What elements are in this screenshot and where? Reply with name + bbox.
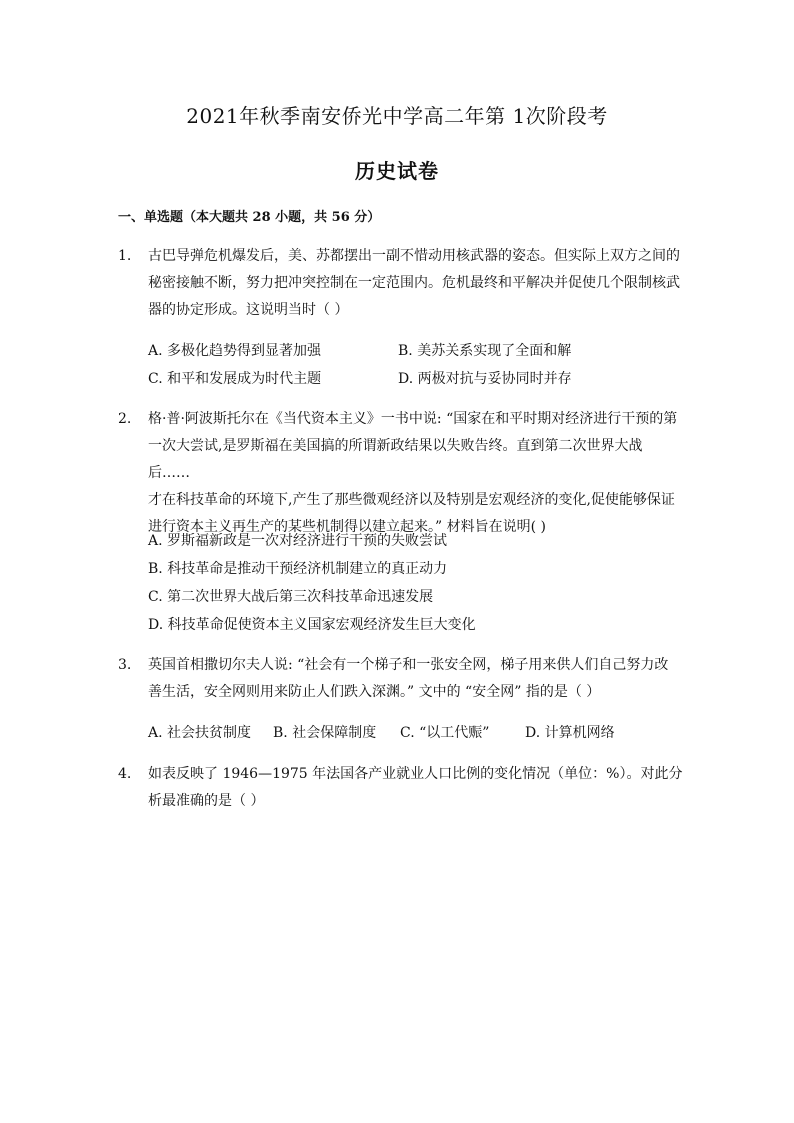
exam-subject: 历史试卷	[355, 159, 439, 183]
stem-line: 器的协定形成。这说明当时（ ）	[148, 302, 349, 318]
question-number: 1.	[118, 248, 132, 264]
options-question-3	[148, 719, 708, 747]
question-stem	[148, 652, 683, 706]
option-b[interactable]: B. 社会保障制度	[273, 725, 377, 741]
stem-line: 秘密接触不断，努力把冲突控制在一定范围内。危机最终和平解决并促使几个限制核武	[148, 275, 680, 291]
option-b[interactable]: B. 科技革命是推动干预经济机制建立的真正动力	[148, 561, 448, 577]
option-d[interactable]: D. 科技革命促使资本主义国家宏观经济发生巨大变化	[148, 617, 476, 633]
option-a[interactable]: A. 社会扶贫制度	[148, 725, 252, 741]
option-d[interactable]: D. 计算机网络	[525, 725, 615, 741]
question-stem	[148, 406, 683, 541]
section-heading: 一、单选题（本大题共 28 小题，共 56 分）	[118, 210, 381, 225]
options-question-2	[148, 527, 476, 639]
stem-line: 善生活，安全网则用来防止人们跌入深渊。” 文中的 “安全网” 指的是（ ）	[148, 684, 601, 700]
question-number: 4.	[118, 766, 132, 782]
question-stem	[148, 761, 683, 815]
stem-line: 进行资本主义再生产的某些机制得以建立起来。” 材料旨在说明( )	[148, 519, 546, 535]
stem-line: 古巴导弹危机爆发后，美、苏都摆出一副不惜动用核武器的姿态。但实际上双方之间的	[148, 248, 680, 264]
option-b[interactable]: B. 美苏关系实现了全面和解	[398, 343, 572, 359]
option-c[interactable]: C. “以工代赈”	[400, 725, 490, 741]
question-stem	[148, 243, 683, 324]
question-number: 2.	[118, 411, 132, 427]
stem-line: 英国首相撒切尔夫人说: “社会有一个梯子和一张安全网，梯子用来供人们自己努力改	[148, 657, 669, 673]
question-2	[118, 406, 683, 541]
question-1	[118, 243, 683, 324]
question-3	[118, 652, 683, 706]
stem-line: 如表反映了 1946—1975 年法国各产业就业人口比例的变化情况（单位：%）。对此分	[148, 766, 683, 782]
question-number: 3.	[118, 657, 132, 673]
option-c[interactable]: C. 第二次世界大战后第三次科技革命迅速发展	[148, 589, 434, 605]
option-a[interactable]: A. 多极化趋势得到显著加强	[148, 343, 322, 359]
stem-line: 一次大尝试,是罗斯福在美国搞的所谓新政结果以失败告终。直到第二次世界大战后……	[148, 438, 643, 481]
options-question-1	[148, 337, 708, 393]
exam-title: 2021年秋季南安侨光中学高二年第 1次阶段考	[186, 104, 608, 128]
stem-line: 析最准确的是（ ）	[148, 793, 265, 809]
stem-line: 才在科技革命的环境下,产生了那些微观经济以及特别是宏观经济的变化,促使能够保证	[148, 492, 675, 508]
option-c[interactable]: C. 和平和发展成为时代主题	[148, 371, 322, 387]
stem-line: 格·普·阿波斯托尔在《当代资本主义》一书中说: “国家在和平时期对经济进行干预的第	[148, 411, 678, 427]
option-d[interactable]: D. 两极对抗与妥协同时并存	[398, 371, 572, 387]
question-4	[118, 761, 683, 815]
option-a[interactable]: A. 罗斯福新政是一次对经济进行干预的失败尝试	[148, 533, 448, 549]
